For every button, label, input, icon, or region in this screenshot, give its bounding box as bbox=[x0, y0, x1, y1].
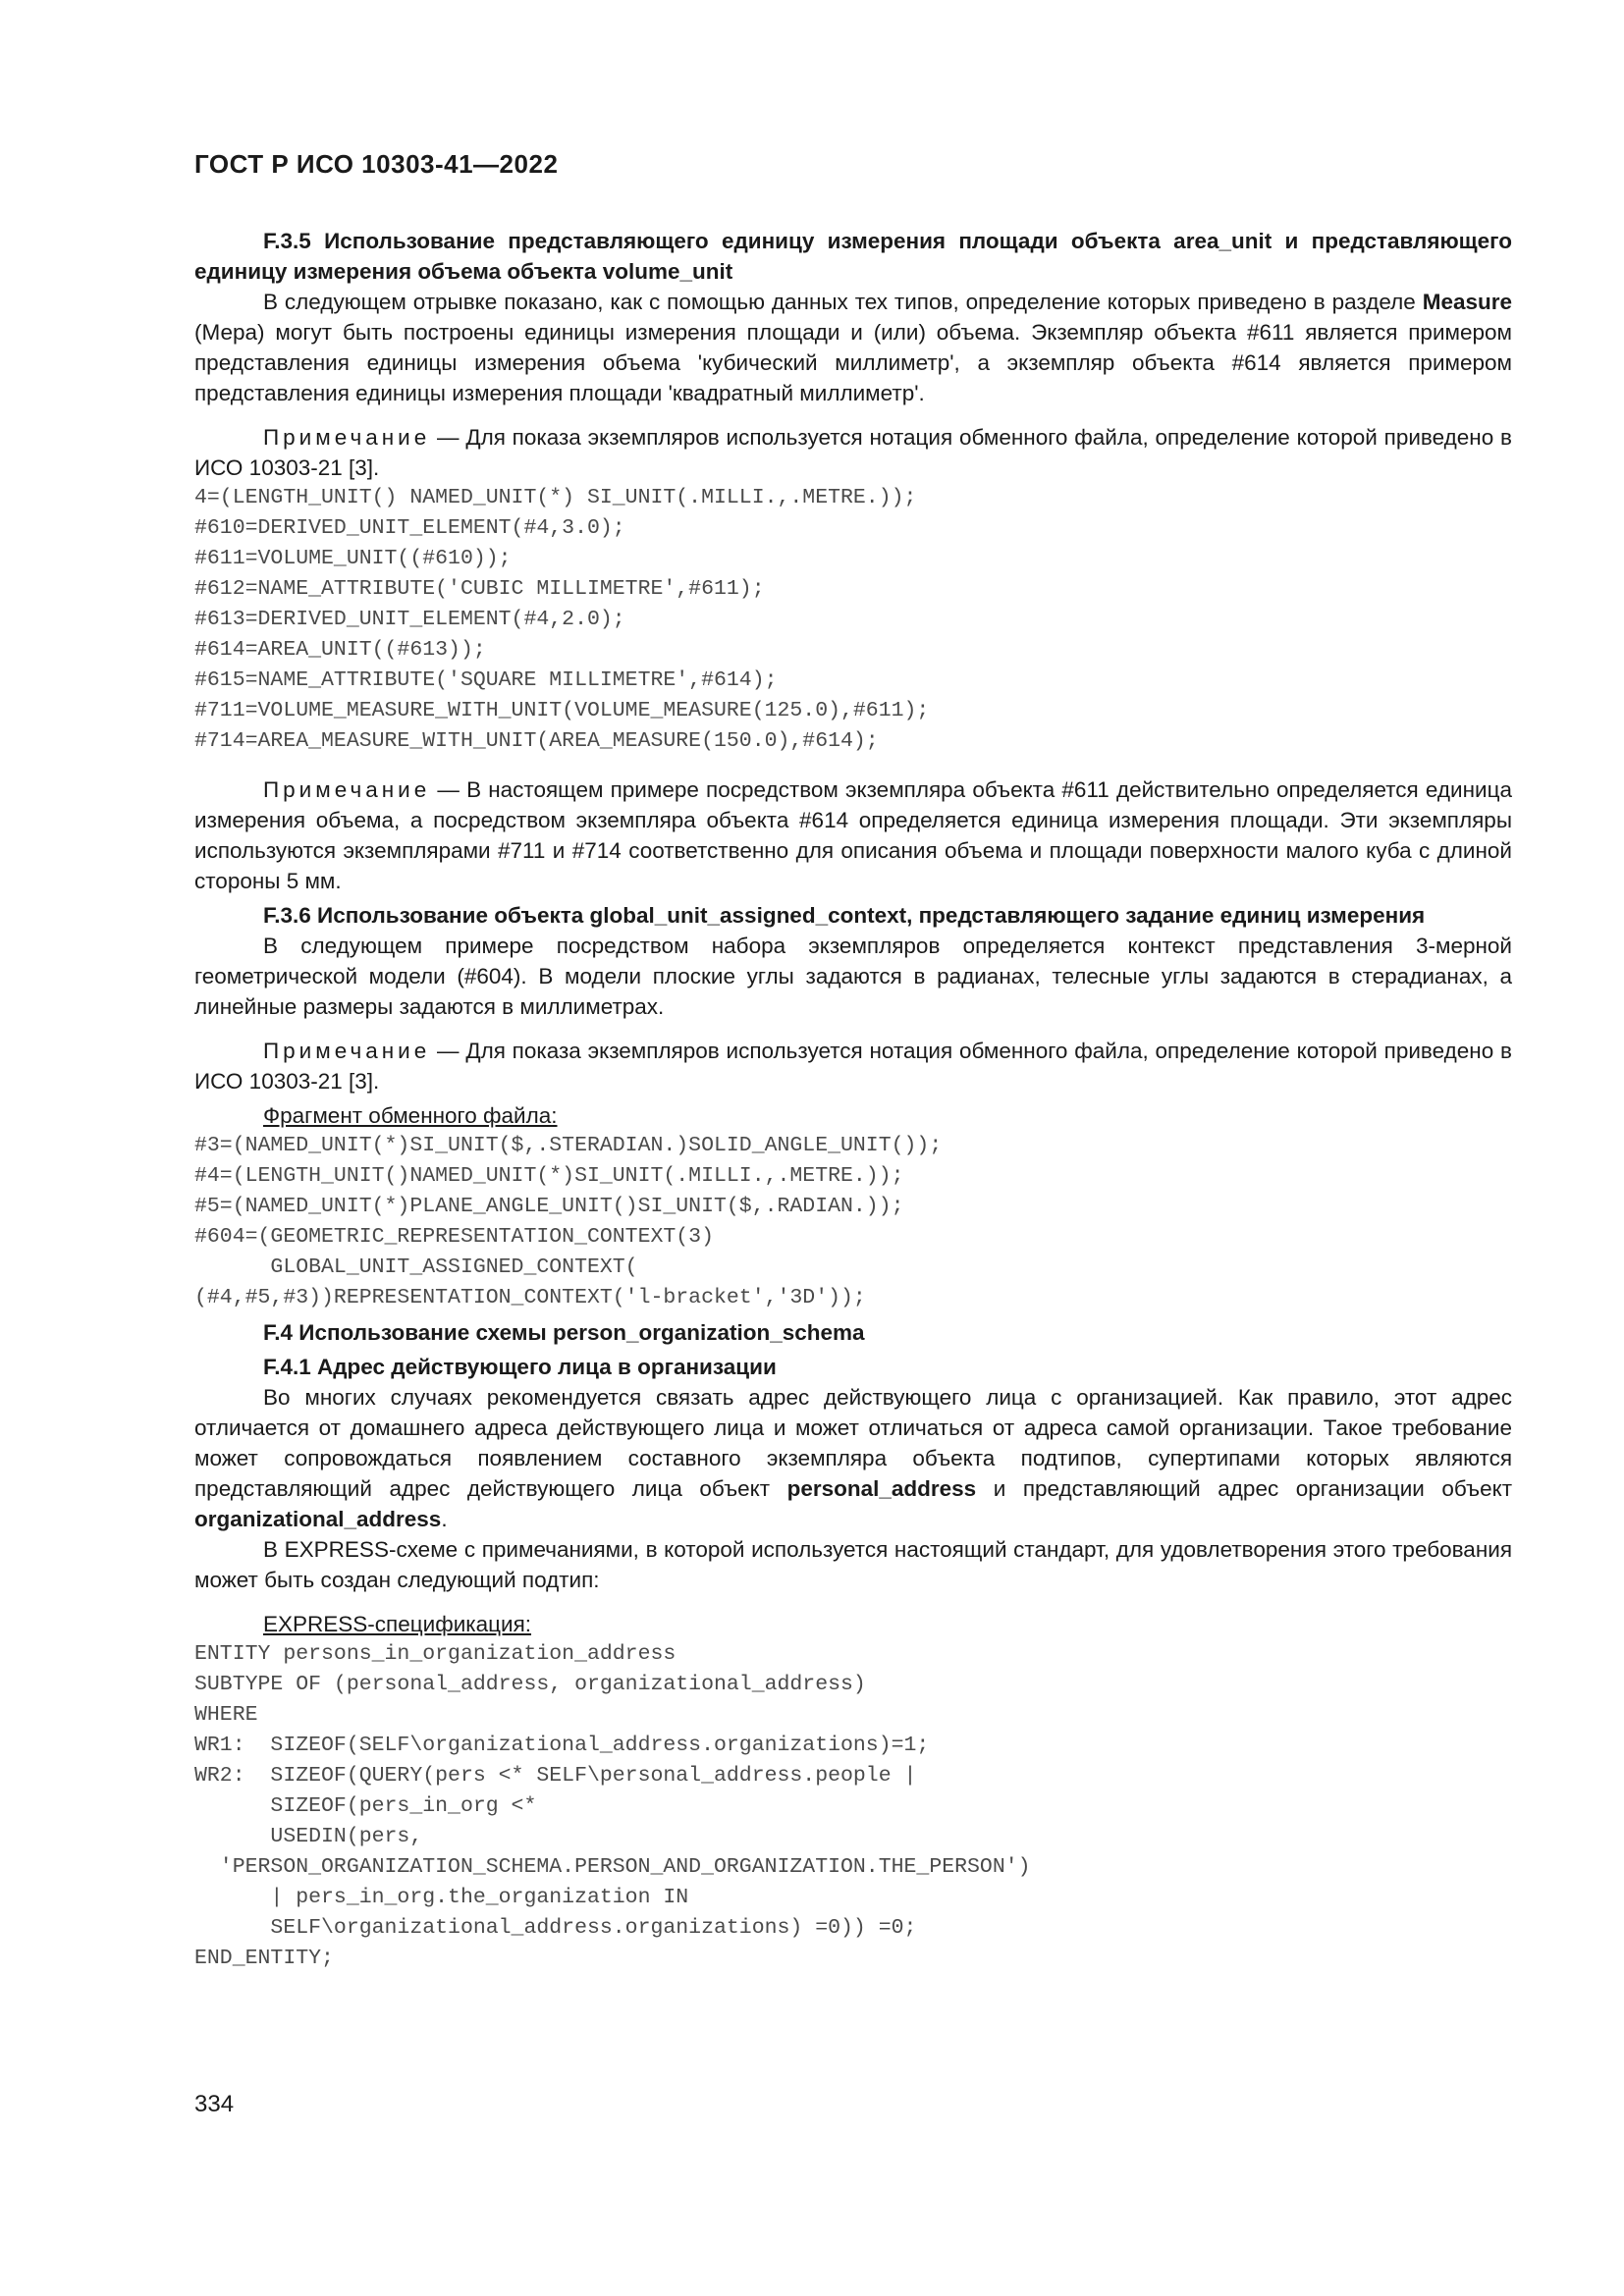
note-label: Примечание bbox=[263, 1039, 431, 1063]
code-line: #615=NAME_ATTRIBUTE('SQUARE MILLIMETRE',#614); bbox=[194, 668, 778, 692]
note-text: — Для показа экземпляров используется нотация обменного файла, определение которой приведено в ИСО 10303-21 [3]. bbox=[194, 1039, 1512, 1094]
code-line: #612=NAME_ATTRIBUTE('CUBIC MILLIMETRE',#611); bbox=[194, 577, 765, 601]
fragment-label-text: Фрагмент обменного файла: bbox=[263, 1103, 558, 1128]
note-text: — В настоящем примере посредством экземпляра объекта #611 действительно определяется единица измерения объема, а посредством экземпляра объекта #614 определяется единица измерения площади. Эти экземпляры используются экземплярами #711 и #714 соответственно для описания объема и площади поверхности малого куба с длиной стороны 5 мм. bbox=[194, 777, 1512, 893]
fragment-label bbox=[194, 1100, 1512, 1131]
section-heading-f4: F.4 Использование схемы person_organization_schema bbox=[263, 1320, 865, 1345]
note-f35-2 bbox=[194, 774, 1512, 896]
code-line: #611=VOLUME_UNIT((#610)); bbox=[194, 547, 512, 570]
paragraph-f41-intro bbox=[194, 1382, 1512, 1534]
code-line: USEDIN(pers, bbox=[194, 1825, 423, 1848]
text-span: (Мера) могут быть построены единицы измерения площади и (или) объема. Экземпляр объекта #611 является примером представления единицы измерения объема 'кубический миллиметр', а экземпляр объекта #614 является примером представления единицы измерения площади 'квадратный миллиметр'. bbox=[194, 320, 1512, 405]
code-block-f36-context bbox=[194, 1222, 1512, 1313]
code-line: #5=(NAMED_UNIT(*)PLANE_ANGLE_UNIT()SI_UNIT($,.RADIAN.)); bbox=[194, 1195, 904, 1218]
note-label: Примечание bbox=[263, 777, 431, 802]
code-line: END_ENTITY; bbox=[194, 1947, 334, 1970]
bold-term-organizational-address: organizational_address bbox=[194, 1507, 442, 1531]
bold-term-measure: Measure bbox=[1422, 290, 1512, 314]
spec-label bbox=[194, 1609, 1512, 1639]
text-span: . bbox=[441, 1507, 448, 1531]
code-line: GLOBAL_UNIT_ASSIGNED_CONTEXT( bbox=[194, 1255, 638, 1279]
bold-term-personal-address: personal_address bbox=[786, 1476, 977, 1501]
code-line: #711=VOLUME_MEASURE_WITH_UNIT(VOLUME_MEASURE(125.0),#611); bbox=[194, 699, 930, 722]
code-line: ENTITY persons_in_organization_address bbox=[194, 1642, 677, 1666]
note-f35-1 bbox=[194, 422, 1512, 483]
code-block-f41-express bbox=[194, 1639, 1512, 1974]
code-line: SELF\organizational_address.organizations) =0)) =0; bbox=[194, 1916, 917, 1940]
code-block-f35 bbox=[194, 483, 1512, 757]
paragraph-f36-intro: В следующем примере посредством набора экземпляров определяется контекст представления 3-мерной геометрической модели (#604). В модели плоские углы задаются в радианах, телесные углы задаются в стерадианах, а линейные размеры задаются в миллиметрах. bbox=[194, 934, 1512, 1019]
code-line: 4=(LENGTH_UNIT() NAMED_UNIT(*) SI_UNIT(.MILLI.,.METRE.)); bbox=[194, 486, 917, 509]
paragraph-f41-express: В EXPRESS-схеме с примечаниями, в которой используется настоящий стандарт, для удовлетворения этого требования может быть создан следующий подтип: bbox=[194, 1537, 1512, 1592]
code-line: WR2: SIZEOF(QUERY(pers <* SELF\personal_address.people | bbox=[194, 1764, 917, 1788]
section-heading-f41: F.4.1 Адрес действующего лица в организации bbox=[263, 1355, 777, 1379]
code-line: 'PERSON_ORGANIZATION_SCHEMA.PERSON_AND_ORGANIZATION.THE_PERSON') bbox=[194, 1855, 1031, 1879]
code-line: (#4,#5,#3))REPRESENTATION_CONTEXT('l-bracket','3D')); bbox=[194, 1286, 866, 1309]
code-line: WR1: SIZEOF(SELF\organizational_address.organizations)=1; bbox=[194, 1734, 930, 1757]
document-header: ГОСТ Р ИСО 10303-41—2022 bbox=[194, 149, 559, 179]
text-span: В следующем отрывке показано, как с помощью данных тех типов, определение которых приведено в разделе bbox=[263, 290, 1423, 314]
text-span: и представляющий адрес организации объект bbox=[976, 1476, 1512, 1501]
code-line: #610=DERIVED_UNIT_ELEMENT(#4,3.0); bbox=[194, 516, 625, 540]
document-body bbox=[194, 226, 1512, 1974]
code-line: SUBTYPE OF (personal_address, organizational_address) bbox=[194, 1673, 866, 1696]
code-line: #614=AREA_UNIT((#613)); bbox=[194, 638, 486, 662]
spec-label-text: EXPRESS-спецификация: bbox=[263, 1612, 532, 1636]
code-line: #3=(NAMED_UNIT(*)SI_UNIT($,.STERADIAN.)SOLID_ANGLE_UNIT()); bbox=[194, 1134, 943, 1157]
note-text: — Для показа экземпляров используется нотация обменного файла, определение которой приведено в ИСО 10303-21 [3]. bbox=[194, 425, 1512, 480]
code-line: #604=(GEOMETRIC_REPRESENTATION_CONTEXT(3) bbox=[194, 1225, 714, 1249]
note-label: Примечание bbox=[263, 425, 431, 450]
code-line: #714=AREA_MEASURE_WITH_UNIT(AREA_MEASURE(150.0),#614); bbox=[194, 729, 879, 753]
code-line: #613=DERIVED_UNIT_ELEMENT(#4,2.0); bbox=[194, 608, 625, 631]
page-number: 334 bbox=[194, 2091, 235, 2117]
paragraph-f35-intro bbox=[194, 287, 1512, 408]
section-heading-f35: F.3.5 Использование представляющего единицу измерения площади объекта area_unit и представляющего единицу измерения объема объекта volume_unit bbox=[194, 229, 1512, 284]
text-span: Во многих случаях рекомендуется связать адрес действующего лица с организацией. Как правило, этот адрес отличается от домашнего адреса действующего лица и может отличаться от адреса самой организации. Такое требование может сопровождаться появлением составного экземпляра объекта подтипов, супертипами которых являются представляющий адрес действующего лица объект bbox=[194, 1385, 1512, 1501]
code-line: #4=(LENGTH_UNIT()NAMED_UNIT(*)SI_UNIT(.MILLI.,.METRE.)); bbox=[194, 1164, 904, 1188]
section-heading-f36: F.3.6 Использование объекта global_unit_assigned_context, представляющего задание единиц измерения bbox=[263, 903, 1426, 928]
code-line: WHERE bbox=[194, 1703, 258, 1727]
code-line: SIZEOF(pers_in_org <* bbox=[194, 1794, 537, 1818]
code-line: | pers_in_org.the_organization IN bbox=[194, 1886, 689, 1909]
note-f36 bbox=[194, 1036, 1512, 1096]
code-block-f36-units bbox=[194, 1131, 1512, 1222]
